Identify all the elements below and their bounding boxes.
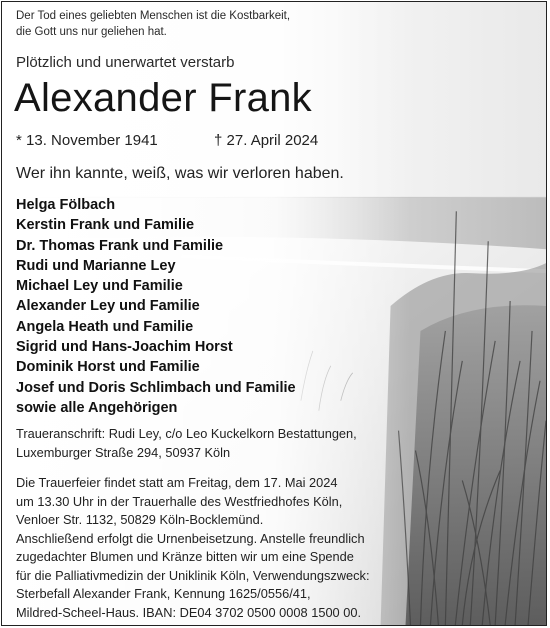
mourning-address — [16, 425, 357, 462]
mourners-list — [16, 195, 296, 418]
notice-content — [2, 2, 546, 625]
intro-text: Plötzlich und unerwartet verstarb — [16, 54, 235, 71]
memorial-quote — [16, 8, 290, 40]
list-item: Dominik Horst und Familie — [16, 359, 200, 376]
list-item: Alexander Ley und Familie — [16, 298, 200, 315]
list-item: Sigrid und Hans-Joachim Horst — [16, 339, 233, 356]
list-item: Josef und Doris Schlimbach und Familie — [16, 379, 296, 396]
birth-date: * 13. November 1941 — [16, 132, 158, 149]
address-line: Luxemburger Straße 294, 50937 Köln — [16, 444, 231, 460]
ceremony-line: um 13.30 Uhr in der Trauerhalle des Westfriedhofes Köln, — [16, 493, 343, 509]
list-item: Dr. Thomas Frank und Familie — [16, 237, 224, 254]
ceremony-line: für die Palliativmedizin der Uniklinik Köln, Verwendungszweck: — [16, 567, 370, 583]
deceased-name: Alexander Frank — [14, 76, 312, 120]
list-item: sowie alle Angehörigen — [16, 399, 178, 416]
list-item: Rudi und Marianne Ley — [16, 257, 176, 274]
death-date: † 27. April 2024 — [214, 132, 319, 149]
ceremony-line: Sterbefall Alexander Frank, Kennung 1625/0556/41, — [16, 586, 311, 601]
memorial-saying: Wer ihn kannte, weiß, was wir verloren haben. — [16, 165, 344, 182]
ceremony-line: zugedachter Blumen und Kränze bitten wir um eine Spende — [16, 549, 354, 564]
obituary-notice — [1, 1, 547, 626]
quote-line: die Gott uns nur geliehen hat. — [16, 26, 167, 38]
list-item: Kerstin Frank und Familie — [16, 217, 195, 234]
quote-line: Der Tod eines geliebten Menschen ist die Kostbarkeit, — [16, 10, 291, 22]
list-item: Michael Ley und Familie — [16, 278, 183, 295]
ceremony-line: Venloer Str. 1132, 50829 Köln-Bocklemünd. — [16, 512, 264, 527]
ceremony-line: Anschließend erfolgt die Urnenbeisetzung. Anstelle freundlich — [16, 530, 365, 546]
ceremony-line: Mildred-Scheel-Haus. IBAN: DE04 3702 0500 0008 1500 00. — [16, 604, 362, 620]
ceremony-info — [16, 474, 370, 622]
address-line: Traueranschrift: Rudi Ley, c/o Leo Kuckelkorn Bestattungen, — [16, 426, 357, 441]
list-item: Helga Fölbach — [16, 197, 116, 213]
ceremony-line: Die Trauerfeier findet statt am Freitag, dem 17. Mai 2024 — [16, 475, 338, 490]
list-item: Angela Heath und Familie — [16, 318, 194, 335]
